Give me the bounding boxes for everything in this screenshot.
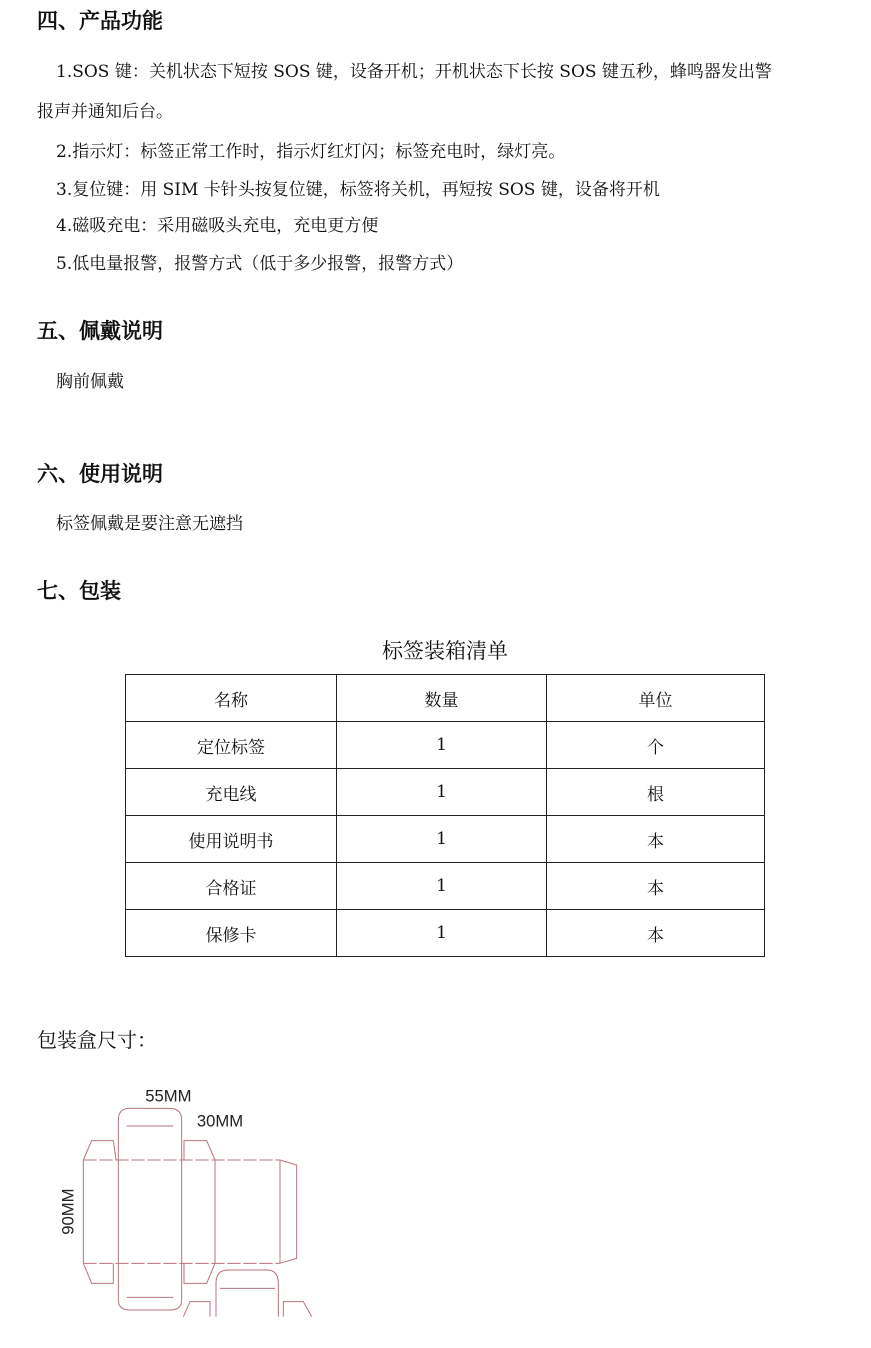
glue-flap [280, 1160, 297, 1263]
packing-list-table [125, 674, 765, 957]
cell: 1 [337, 910, 547, 957]
header-cell: 名称 [126, 675, 337, 722]
text-line: 5.低电量报警，报警方式（低于多少报警，报警方式） [56, 254, 464, 274]
cell: 根 [547, 769, 765, 816]
cell: 1 [337, 863, 547, 910]
text-line: 2.指示灯：标签正常工作时，指示灯红灯闪；标签充电时，绿灯亮。 [56, 142, 566, 162]
cell: 定位标签 [126, 722, 337, 769]
cell: 1 [337, 769, 547, 816]
bottom-left-flap [83, 1263, 113, 1283]
top-tuck-flap [118, 1108, 181, 1160]
header-cell: 数量 [337, 675, 547, 722]
table-caption: 标签装箱清单 [382, 639, 508, 663]
height-dimension: 90MM [58, 1188, 78, 1235]
section-heading: 四、产品功能 [37, 9, 163, 33]
table-row [126, 863, 765, 910]
table-row [126, 722, 765, 769]
right-dust-flap [184, 1141, 215, 1160]
cell: 本 [547, 816, 765, 863]
table-row [126, 910, 765, 957]
section-heading: 六、使用说明 [37, 462, 163, 486]
width-dimension: 55MM [145, 1086, 192, 1106]
table-row [126, 816, 765, 863]
text-line: 1.SOS 键：关机状态下短按 SOS 键，设备开机；开机状态下长按 SOS 键五秒，蜂鸣器发出警 [56, 62, 772, 82]
cell: 个 [547, 722, 765, 769]
section-heading: 七、包装 [37, 579, 121, 603]
header-cell: 单位 [547, 675, 765, 722]
cell: 合格证 [126, 863, 337, 910]
table-row [126, 769, 765, 816]
bottom-tuck [118, 1263, 181, 1310]
box-dieline-diagram [30, 1070, 330, 1330]
text-line: 3.复位键：用 SIM 卡针头按复位键，标签将关机，再短按 SOS 键，设备将开机 [56, 180, 660, 200]
text-line: 标签佩戴是要注意无遮挡 [56, 514, 243, 534]
cell: 1 [337, 816, 547, 863]
text-line: 报声并通知后台。 [37, 102, 173, 122]
cell: 本 [547, 863, 765, 910]
depth-dimension: 30MM [196, 1111, 244, 1131]
cell: 保修卡 [126, 910, 337, 957]
section-heading: 五、佩戴说明 [37, 319, 163, 343]
left-dust-flap [83, 1141, 116, 1160]
text-line: 胸前佩戴 [56, 372, 124, 392]
table-header-row [126, 675, 765, 722]
front-panel [83, 1160, 280, 1263]
cell: 本 [547, 910, 765, 957]
text-line: 4.磁吸充电：采用磁吸头充电，充电更方便 [56, 216, 379, 236]
box-size-label: 包装盒尺寸： [37, 1028, 157, 1052]
cell: 1 [337, 722, 547, 769]
cell: 使用说明书 [126, 816, 337, 863]
cell: 充电线 [126, 769, 337, 816]
